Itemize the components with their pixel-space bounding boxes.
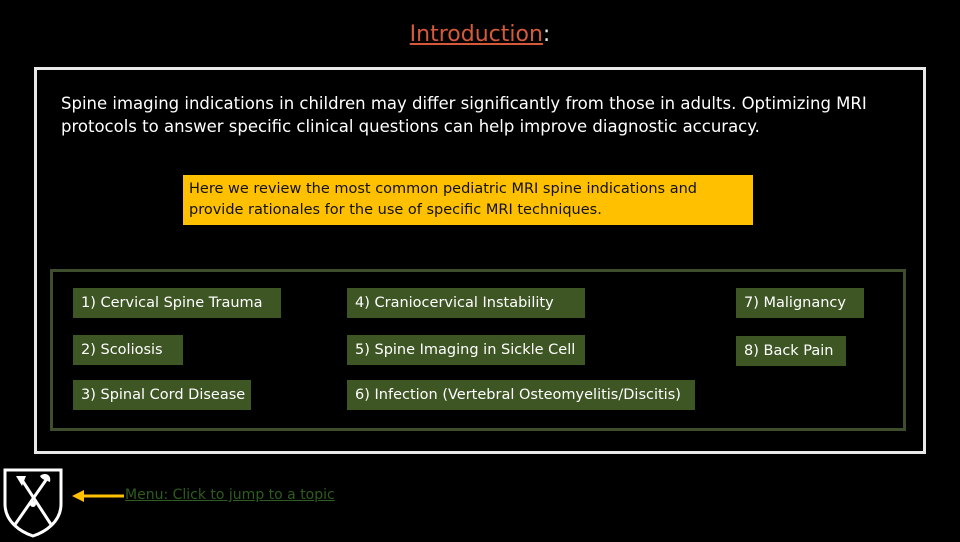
topic-button-scoliosis[interactable]: 2) Scoliosis (73, 335, 183, 365)
page-title (0, 22, 960, 47)
introduction-link[interactable]: Introduction (409, 22, 543, 47)
topic-button-malignancy[interactable]: 7) Malignancy (736, 288, 864, 318)
topic-button-craniocervical-instability[interactable]: 4) Craniocervical Instability (347, 288, 585, 318)
topic-button-spinal-cord-disease[interactable]: 3) Spinal Cord Disease (73, 380, 251, 410)
highlight-box: Here we review the most common pediatric MRI spine indications and provide rationales for the use of specific MRI techniques. (183, 175, 753, 225)
content-box (34, 67, 926, 454)
shield-crest-icon (0, 466, 66, 538)
title-colon: : (542, 22, 551, 47)
topic-button-sickle-cell[interactable]: 5) Spine Imaging in Sickle Cell (347, 335, 585, 365)
topic-button-infection[interactable]: 6) Infection (Vertebral Osteomyelitis/Discitis) (347, 380, 695, 410)
topic-button-back-pain[interactable]: 8) Back Pain (736, 336, 846, 366)
arrow-left-icon (72, 488, 124, 502)
menu-link[interactable]: Menu: Click to jump to a topic (125, 487, 335, 503)
topic-button-cervical-spine-trauma[interactable]: 1) Cervical Spine Trauma (73, 288, 281, 318)
intro-text: Spine imaging indications in children may differ significantly from those in adults. Optimizing MRI protocols to answer specific clinical questions can help improve diagnostic accuracy. (61, 94, 867, 136)
topics-menu-panel (50, 269, 906, 431)
